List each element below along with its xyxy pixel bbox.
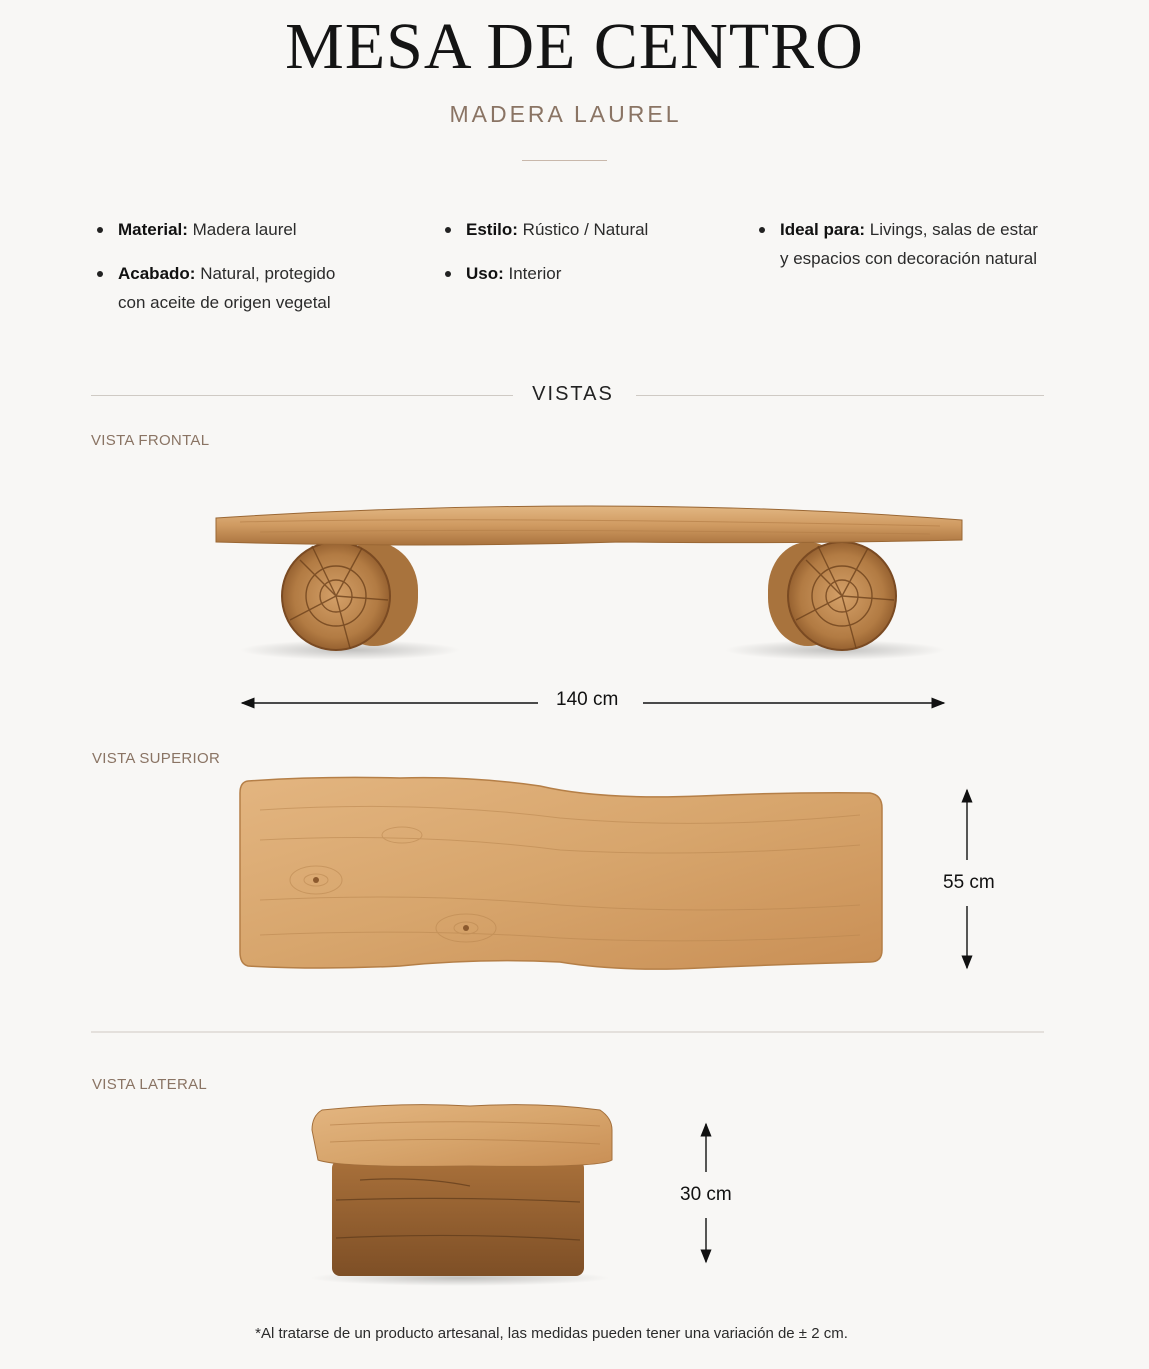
spec-value: Natural, protegido — [195, 264, 336, 283]
spec-value-line2: y espacios con decoración natural — [780, 249, 1038, 268]
page-title: MESA DE CENTRO — [285, 10, 864, 83]
label-vista-lateral: VISTA LATERAL — [92, 1076, 208, 1093]
top-view-table — [240, 777, 882, 969]
page-subtitle: MADERA LAUREL — [449, 101, 682, 127]
footnote: *Al tratarse de un producto artesanal, las medidas pueden tener una variación de ± 2 cm. — [255, 1325, 848, 1342]
spec-value: Madera laurel — [187, 220, 297, 239]
label-vista-superior: VISTA SUPERIOR — [92, 750, 221, 767]
dimension-length: 140 cm — [556, 689, 619, 710]
spec-value: Livings, salas de estar — [865, 220, 1038, 239]
side-view-table — [310, 1105, 612, 1286]
label-vista-frontal: VISTA FRONTAL — [91, 432, 210, 449]
front-view-table — [216, 506, 962, 660]
spec-label: Uso: — [466, 264, 504, 283]
dimension-height: 30 cm — [680, 1184, 732, 1205]
spec-label: Acabado: — [118, 264, 196, 283]
section-title-vistas: VISTAS — [532, 383, 614, 405]
spec-label: Ideal para: — [780, 220, 866, 239]
spec-value: Rústico / Natural — [517, 220, 649, 239]
dimension-width: 55 cm — [943, 872, 995, 893]
spec-value-line2: con aceite de origen vegetal — [118, 293, 331, 312]
spec-value: Interior — [503, 264, 562, 283]
spec-label: Material: — [118, 220, 188, 239]
spec-label: Estilo: — [466, 220, 518, 239]
